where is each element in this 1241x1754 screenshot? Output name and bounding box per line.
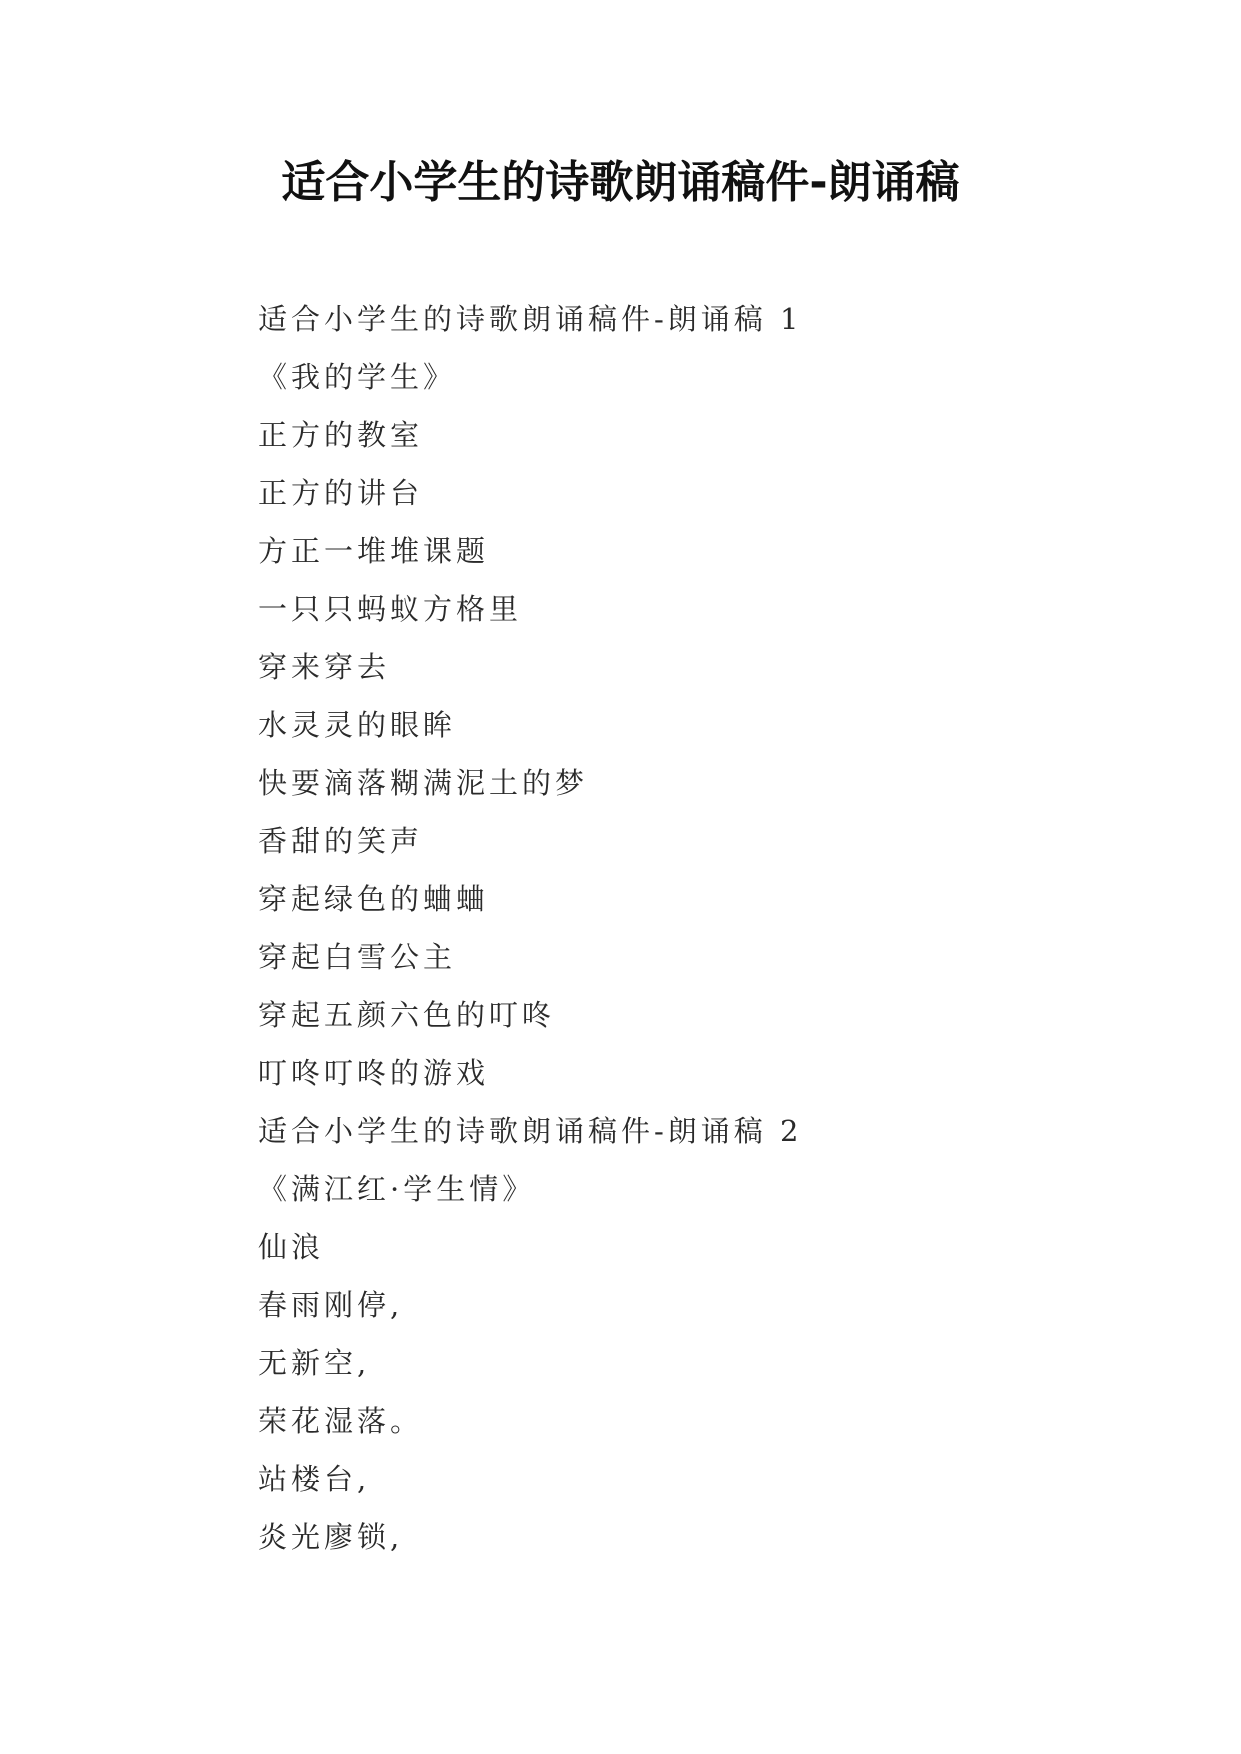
poem-line: 香甜的笑声 (258, 824, 424, 858)
section-heading-1: 适合小学生的诗歌朗诵稿件-朗诵稿 1 (258, 302, 803, 336)
poem-line: 穿起五颜六色的叮咚 (258, 998, 556, 1032)
poem-line: 荣花湿落。 (258, 1404, 424, 1438)
poem-line: 方正一堆堆课题 (258, 534, 490, 568)
poem-line: 一只只蚂蚁方格里 (258, 592, 523, 626)
document-title: 适合小学生的诗歌朗诵稿件-朗诵稿 (281, 157, 960, 208)
poem-line: 快要滴落糊满泥土的梦 (258, 766, 589, 800)
poem-line: 炎光廖锁, (258, 1520, 404, 1554)
poem-line: 穿来穿去 (258, 650, 391, 684)
poem-line: 无新空, (258, 1346, 371, 1380)
poem-line: 正方的讲台 (258, 476, 424, 510)
poem-title-2: 《满江红·学生情》 (258, 1172, 536, 1206)
section-heading-2: 适合小学生的诗歌朗诵稿件-朗诵稿 2 (258, 1114, 803, 1148)
poem-line: 正方的教室 (258, 418, 424, 452)
poem-author: 仙浪 (258, 1230, 325, 1264)
poem-line: 穿起白雪公主 (258, 940, 457, 974)
poem-line: 春雨刚停, (258, 1288, 404, 1322)
poem-title-1: 《我的学生》 (258, 360, 457, 394)
poem-line: 站楼台, (258, 1462, 371, 1496)
poem-line: 水灵灵的眼眸 (258, 708, 457, 742)
poem-line: 叮咚叮咚的游戏 (258, 1056, 490, 1090)
poem-text-body (258, 290, 1158, 1566)
poem-line: 穿起绿色的蛐蛐 (258, 882, 490, 916)
